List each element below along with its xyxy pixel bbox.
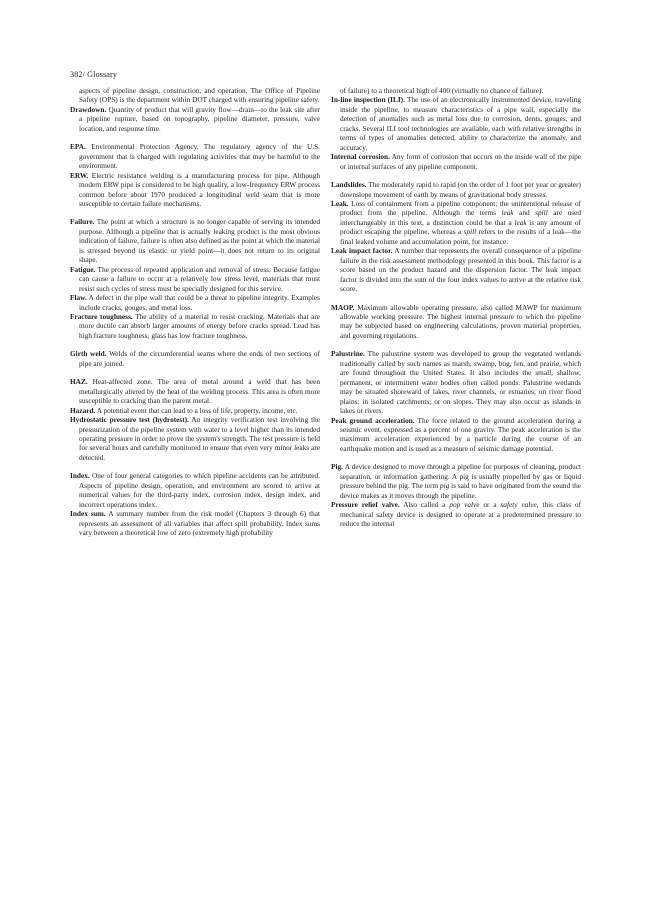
term: Hydrostatic pressure test (hydrotest). [70, 415, 189, 425]
glossary-entry [331, 86, 581, 95]
term: Pig. [331, 462, 343, 472]
term: EPA. [70, 142, 86, 152]
definition: Also called a pop valve or a safety valve, this class of mechanical safety device is designed to operate at a predetermined pressure to reduce the internal [340, 500, 582, 529]
term: HAZ. [70, 377, 88, 387]
term: Fatigue. [70, 264, 96, 274]
term: MAOP. [331, 302, 355, 312]
definition: Electric resistance welding is a manufacturing process for pipe. Although modern ERW pipe is considered to be high quality, a low-frequency ERW process common before about 1970 produced a longitudinal weld seam that is more susceptible to certain failure mechanisms. [79, 170, 321, 208]
glossary-entry [331, 303, 581, 341]
definition: An integrity verification test involving the pressurization of the pipeline system with water to a level higher than its intended operating pressure in order to prove the system's strength. The test pressure is held for several hours and carefully monitored to ensure that even very minor leaks are detected. [79, 415, 321, 462]
glossary-entry [70, 377, 320, 405]
glossary-entry [331, 180, 581, 199]
definition: of failure) to a theoretical high of 400 (virtually no chance of failure). [340, 86, 544, 95]
glossary-entry [331, 416, 581, 454]
definition: One of four general categories to which pipeline accidents can be attributed. Aspects of pipeline design, operation, and environment are scored to arrive at numerical values for the third-party index, corrosion index, design index, and incorrect operations index. [79, 471, 320, 509]
definition: The process of repeated application and removal of stress. Because fatigue can cause a failure to occur at a relatively low stress level, materials that must resist such cycles of stress must be specially designed for this service. [79, 264, 320, 293]
glossary-entry [70, 509, 320, 537]
glossary-entry [331, 246, 581, 293]
definition: Maximum allowable operating pressure, also called MAWP for maximum allowable working pressure. The highest internal pressure to which the pipeline may be subjected based on engineering calculations, proven material properties, and governing regulations. [340, 302, 581, 340]
term: Leak impact factor. [331, 246, 393, 256]
definition: Heat-affected zone. The area of metal around a weld that has been metallurgically altered by the heat of the welding process. This area is often more susceptible to cracking than the parent metal. [79, 377, 320, 406]
page-header: 382/ Glossary [70, 70, 118, 79]
definition: The point at which a structure is no longer capable of serving its intended purpose. Although a pipeline that is actually leaking product is the most obvious indication of failure, failure is often also defined as the point at which the material is stressed beyond its elastic or yield point—it does not return to its original shape. [79, 217, 320, 265]
term: Hazard. [70, 405, 96, 415]
term: Pressure relief valve. [331, 500, 400, 510]
definition: The force related to the ground acceleration during a seismic event, expressed as a percent of one gravity. The peak acceleration is the maximum acceleration experienced by a particle during the course of an earthquake motion and is used as a measure of seismic damage potential. [340, 415, 581, 453]
glossary-entry [70, 415, 320, 462]
term: Landslides. [331, 180, 367, 190]
definition: Welds of the circumferential seams where the ends of two sections of pipe are joined. [79, 349, 320, 368]
term: Girth weld. [70, 349, 107, 359]
definition: Loss of containment from a pipeline component; the unintentional release of product from the pipeline. Although the terms leak and spill are used interchangeably in this text, a distinction could be that a leak is any amount of product escaping the pipeline, whereas a spill refers to the results of a leak—the final leaked volume and accumulation point, for instance. [340, 198, 582, 246]
definition: aspects of pipeline design, construction, and operation. The Office of Pipeline Safety (OPS) is the department within DOT charged with ensuring pipeline safety. [79, 86, 320, 105]
term: ERW. [70, 170, 89, 180]
glossary-entry [70, 105, 320, 133]
definition: A summary number from the risk model (Chapters 3 through 6) that represents an assessment of all variables that affect spill probability. Index sums vary between a theoretical low of zero (extremely high probability [79, 509, 321, 538]
definition: The moderately rapid to rapid (on the order of 1 foot per year or greater) downslope movement of earth by means of gravitational body stresses. [340, 180, 581, 199]
definition: A device designed to move through a pipeline for purposes of cleaning, product separation, or information gathering. A pig is usually propelled by gas or liquid pressure behind the pig. The term pig is said to have originated from the sound the device makes as it moves through the pipeline. [340, 462, 581, 500]
term: Fracture toughness. [70, 311, 133, 321]
term: Internal corrosion. [331, 152, 390, 162]
glossary-entry [331, 349, 581, 415]
term: Flaw. [70, 293, 87, 303]
right-column [331, 86, 581, 528]
definition: The use of an electronically instrumented device, traveling inside the pipeline, to measure characteristics of a pipe wall, especially the detection of anomalies such as metal loss due to corrosion, dents, gouges, and cracks. Several ILI tool technologies are available, each with relative strengths in terms of types of anomalies detected, ability to characterize the anomaly, and accuracy. [340, 95, 581, 152]
glossary-entry [331, 500, 581, 528]
glossary-entry [331, 462, 581, 500]
term: Index sum. [70, 509, 106, 519]
glossary-entry [70, 217, 320, 264]
glossary-entry [331, 199, 581, 246]
glossary-entry [70, 171, 320, 209]
term: Leak. [331, 198, 349, 208]
term: Peak ground acceleration. [331, 415, 415, 425]
definition: A number that represents the overall consequence of a pipeline failure in the risk assessment methodology presented in this book. This factor is a score based on the product hazard and the dispersion factor. The leak impact factor is divided into the sum of the four index values to arrive at the relative risk score. [340, 246, 581, 294]
definition: The palustrine system was developed to group the vegetated wetlands traditionally called by such names as marsh, swamp, bog, fen, and prairie, which are found throughout the United States. It also includes the small, shallow, permanent, or intermittent water bodies often called ponds. Palustrine wetlands may be situated shoreward of lakes, river channels, or estuaries; on river flood plains; in isolated catchments; or on slopes. They may also occur as islands in lakes or rivers. [340, 349, 581, 416]
glossary-entry [331, 95, 581, 152]
glossary-entry [70, 312, 320, 340]
glossary-entry [70, 406, 320, 415]
left-column [70, 86, 320, 537]
term: In-line inspection (ILI). [331, 95, 405, 105]
glossary-entry [70, 293, 320, 312]
definition: The ability of a material to resist cracking. Materials that are more ductile can absorb larger amounts of energy before cracks spread. Lead has high fracture toughness; glass has low fracture toughness. [79, 311, 320, 340]
definition: Environmental Protection Agency. The regulatory agency of the U.S. government that is charged with regulating activities that may be harmful to the environment. [79, 142, 321, 171]
definition: A defect in the pipe wall that could be a threat to pipeline integrity. Examples include cracks, gouges, and metal loss. [79, 293, 321, 312]
glossary-entry [331, 152, 581, 171]
glossary-entry [70, 86, 320, 105]
glossary-entry [70, 265, 320, 293]
definition: A potential event that can lead to a loss of life, property, income, etc. [96, 405, 298, 415]
term: Drawdown. [70, 104, 107, 114]
glossary-entry [70, 349, 320, 368]
glossary-entry [70, 142, 320, 170]
term: Index. [70, 471, 90, 481]
term: Failure. [70, 217, 95, 227]
definition: Any form of corrosion that occurs on the inside wall of the pipe or internal surfaces of any pipeline component. [340, 152, 581, 171]
definition: Quantity of product that will gravity flow—drain—to the leak site after a pipeline rupture, based on topography, pipeline diameter, pressure, valve location, and response time. [79, 104, 321, 133]
term: Palustrine. [331, 349, 365, 359]
glossary-entry [70, 471, 320, 509]
